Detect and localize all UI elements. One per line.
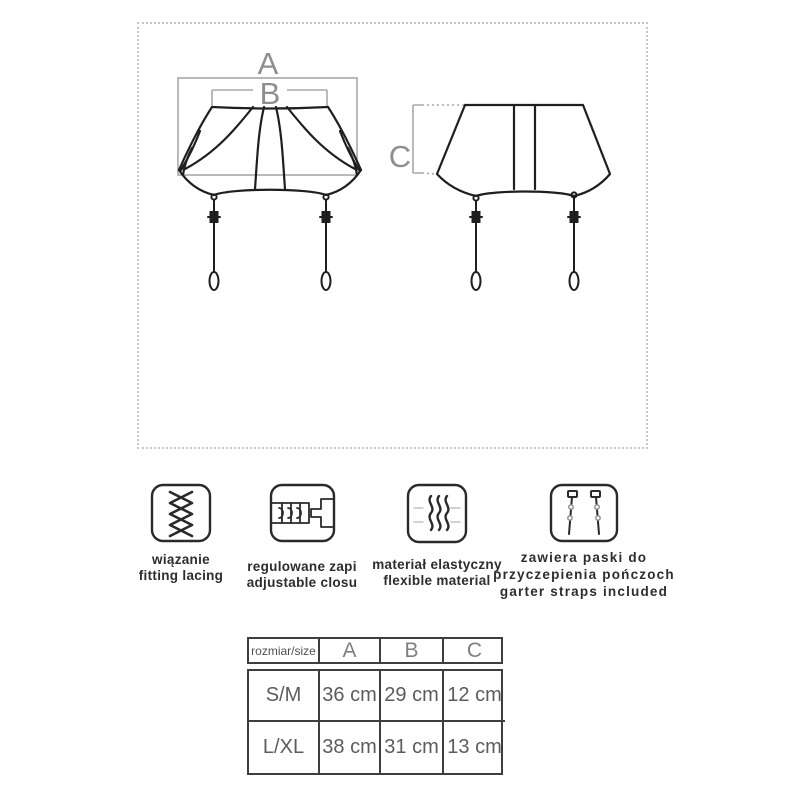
front-view-drawing [179,107,361,195]
back-view-drawing [437,105,610,196]
table-row-lxl-a: 38 cm [318,720,379,773]
feature-label [482,549,686,600]
table-row-lxl-size: L/XL [249,720,318,773]
elastic-icon [406,483,468,544]
garter-strap [320,194,332,290]
header-cell-b: B [379,639,442,663]
feature-label-line: zawiera paski do [520,550,648,565]
label-a: A [257,46,279,81]
feature-garter-straps-included [482,483,686,600]
measure-c-dotted-bottom [422,173,436,174]
table-row-sm-b: 29 cm [379,671,442,720]
garter-strap [470,195,482,290]
size-table-header [247,637,503,664]
label-c: C [388,139,412,174]
label-b: B [259,76,281,111]
garter-straps [208,192,580,290]
garter-belt-size-diagram [137,22,648,449]
lacing-icon [150,483,212,543]
feature-label-line: flexible material [383,573,491,588]
feature-label-line: fitting lacing [138,568,224,583]
garter-strap [568,192,580,290]
measurement-marks [178,78,464,175]
feature-label-line: regulowane zapi [247,559,357,574]
table-row-sm-c: 12 cm [442,671,505,720]
table-row-lxl-c: 13 cm [442,720,505,773]
size-table [247,637,503,775]
garter-strap [208,194,220,290]
measure-c-bracket [413,105,422,173]
header-cell-size: rozmiar/size [251,644,316,658]
feature-label-line: wiązanie [152,552,210,567]
table-row-lxl-b: 31 cm [379,720,442,773]
header-cell-a: A [318,639,379,663]
table-row-sm-a: 36 cm [318,671,379,720]
feature-label-line: przyczepienia pończoch [493,567,675,582]
garter-straps-icon [549,483,619,543]
table-row-sm-size: S/M [265,684,302,706]
feature-label-line: materiał elastyczny [372,557,502,572]
closure-icon [269,483,336,543]
feature-label-line: garter straps included [499,584,669,599]
feature-label-line: adjustable closu [246,575,358,590]
size-table-body [247,669,503,775]
header-cell-c: C [442,639,505,663]
